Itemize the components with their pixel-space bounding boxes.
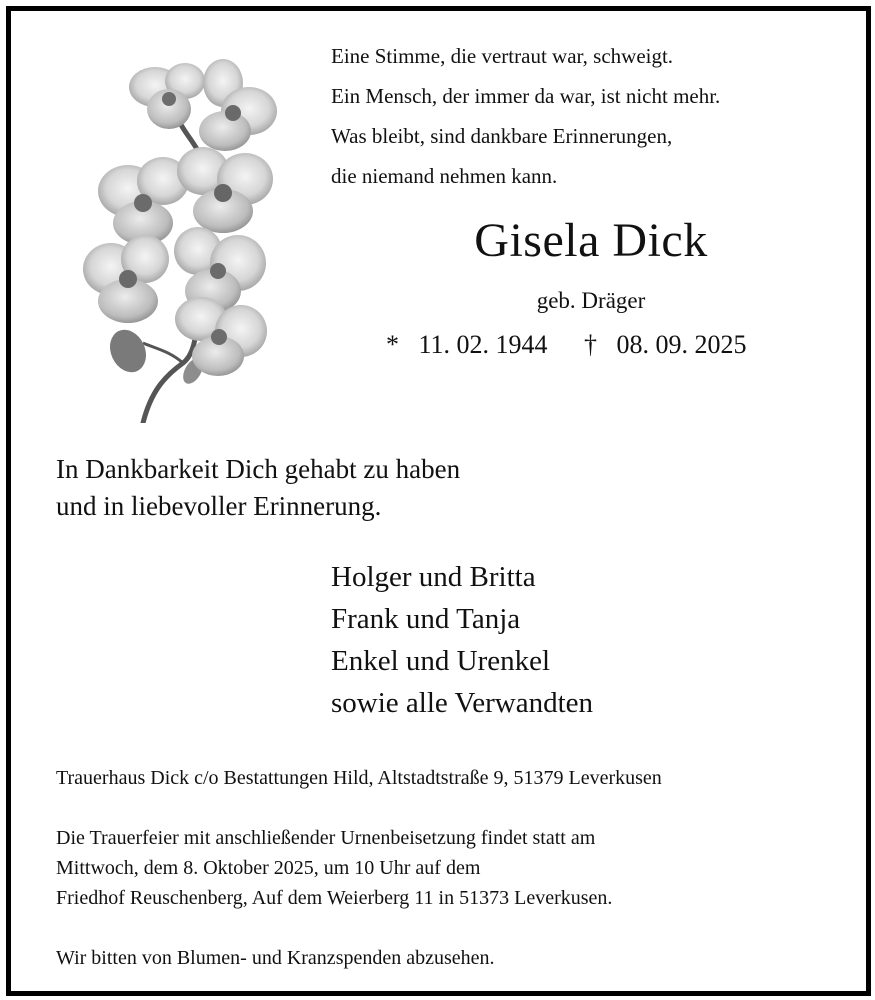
service-line: Mittwoch, dem 8. Oktober 2025, um 10 Uhr auf dem xyxy=(56,857,481,879)
life-dates xyxy=(386,327,806,363)
birth-date: 11. 02. 1944 xyxy=(418,330,548,359)
obituary-notice xyxy=(6,6,871,996)
gratitude-line: In Dankbarkeit Dich gehabt zu haben xyxy=(56,454,461,484)
poem-line: Eine Stimme, die vertraut war, schweigt. xyxy=(331,44,674,68)
deceased-name: Gisela Dick xyxy=(474,214,708,267)
birth-symbol: * xyxy=(386,330,399,359)
mourner: Frank und Tanja xyxy=(331,603,521,635)
maiden-name: geb. Dräger xyxy=(536,288,646,313)
funeral-service-info xyxy=(56,823,856,913)
service-line: Friedhof Reuschenberg, Auf dem Weierberg 11 in 51373 Leverkusen. xyxy=(56,887,613,909)
service-line: Die Trauerfeier mit anschließender Urnenbeisetzung findet statt am xyxy=(56,827,596,849)
death-symbol: † xyxy=(584,330,598,359)
gratitude-line: und in liebevoller Erinnerung. xyxy=(56,491,382,521)
mourning-house-address: Trauerhaus Dick c/o Bestattungen Hild, Altstadtstraße 9, 51379 Leverkusen xyxy=(56,767,662,789)
mourners-list xyxy=(331,556,851,724)
gratitude-text xyxy=(56,451,656,525)
mourner: sowie alle Verwandten xyxy=(331,687,593,719)
donation-request: Wir bitten von Blumen- und Kranzspenden abzusehen. xyxy=(56,947,495,969)
death-date: 08. 09. 2025 xyxy=(616,330,747,359)
mourner: Holger und Britta xyxy=(331,561,536,593)
mourner: Enkel und Urenkel xyxy=(331,645,551,677)
poem-line: Ein Mensch, der immer da war, ist nicht mehr. xyxy=(331,84,721,108)
orchid-illustration xyxy=(73,51,283,423)
poem-line: Was bleibt, sind dankbare Erinnerungen, xyxy=(331,124,673,148)
poem xyxy=(331,36,851,196)
poem-line: die niemand nehmen kann. xyxy=(331,164,558,188)
